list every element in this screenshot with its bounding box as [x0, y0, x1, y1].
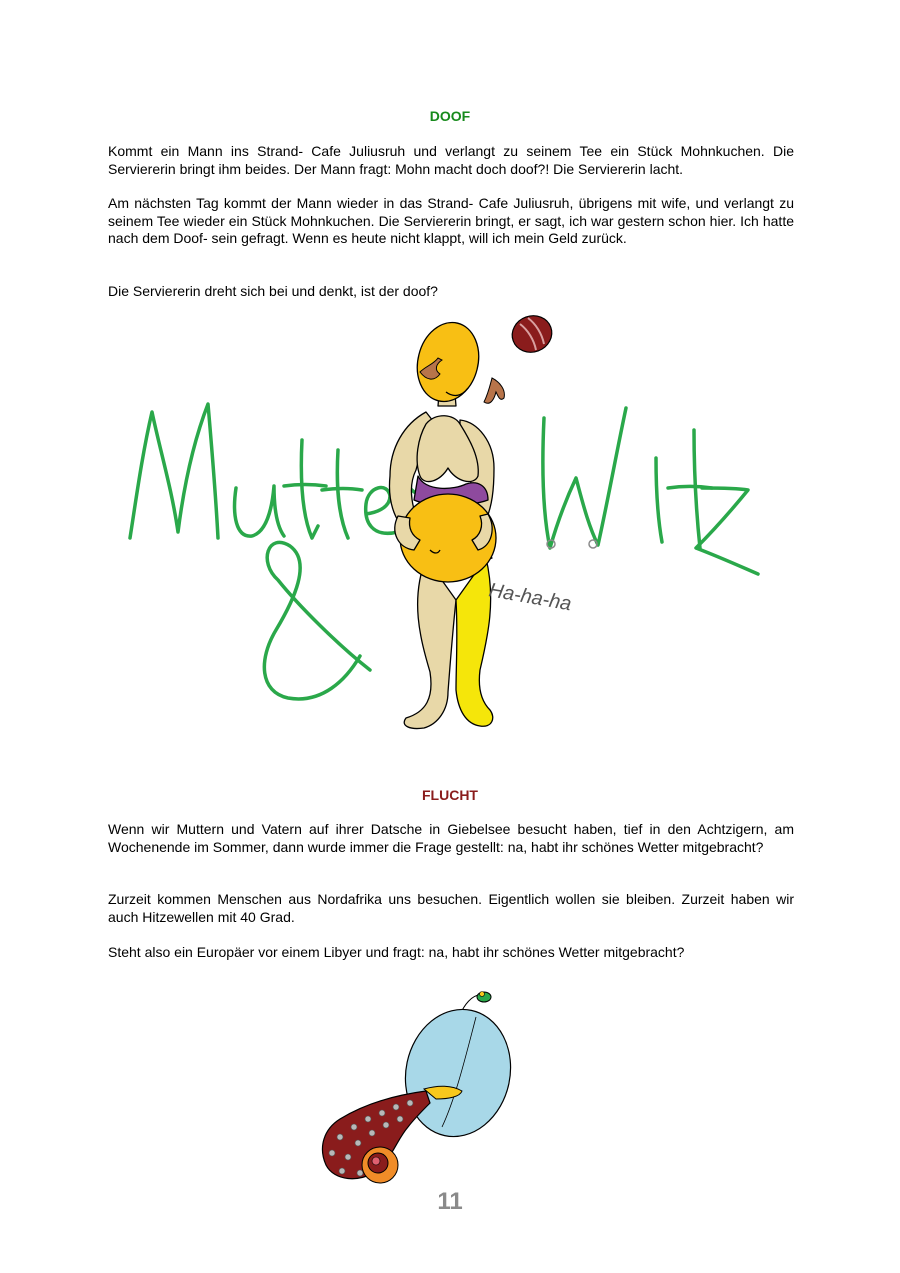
balloon-party-horn-illustration [300, 985, 530, 1195]
balloon-art [394, 1000, 522, 1147]
section-title-doof: DOOF [429, 108, 471, 124]
woman-figure-art [389, 316, 496, 729]
section-title-flucht: FLUCHT [422, 787, 478, 803]
horn-curl-art [362, 1147, 398, 1183]
paragraph: Zurzeit kommen Menschen aus Nordafrika uns besuchen. Eigentlich wollen sie bleiben. Zurzeit haben wir auch Hitzewellen mit 40 Grad. [108, 891, 794, 925]
paragraph: Steht also ein Europäer vor einem Libyer und fragt: na, habt ihr schönes Wetter mitgebracht? [108, 944, 685, 960]
red-ball-art [507, 310, 557, 358]
page-number: 11 [437, 1188, 463, 1215]
mutterwitz-woman-illustration [108, 300, 792, 745]
paragraph: Am nächsten Tag kommt der Mann wieder in das Strand- Cafe Juliusruh, übrigens mit wife, und verlangt zu seinem Tee wieder ein Stück Mohnkuchen. Die Serviererin bringt, er sagt, ich war gestern schon hier. Ich hatte nach dem Doof- sein gefragt. Wenn es heute nicht klappt, will ich mein Geld zurück. [108, 195, 794, 246]
paragraph: Die Serviererin dreht sich bei und denkt, ist der doof? [108, 283, 438, 299]
paragraph: Wenn wir Muttern und Vatern auf ihrer Datsche in Giebelsee besucht haben, tief in den Achtzigern, am Wochenende im Sommer, dann wurde immer die Frage gestellt: na, habt ihr schönes Wetter mitgebracht? [108, 821, 794, 855]
balloon-knot-icon [477, 992, 491, 1003]
decorative-dots-art [547, 540, 597, 548]
paragraph: Kommt ein Mann ins Strand- Cafe Juliusruh und verlangt zu seinem Tee ein Stück Mohnkuchen. Die Serviererin bringt ihm beides. Der Mann fragt: Mohn macht doch doof?! Die Serviererin lacht. [108, 143, 794, 177]
laugh-text: Ha-ha-ha [487, 579, 574, 616]
